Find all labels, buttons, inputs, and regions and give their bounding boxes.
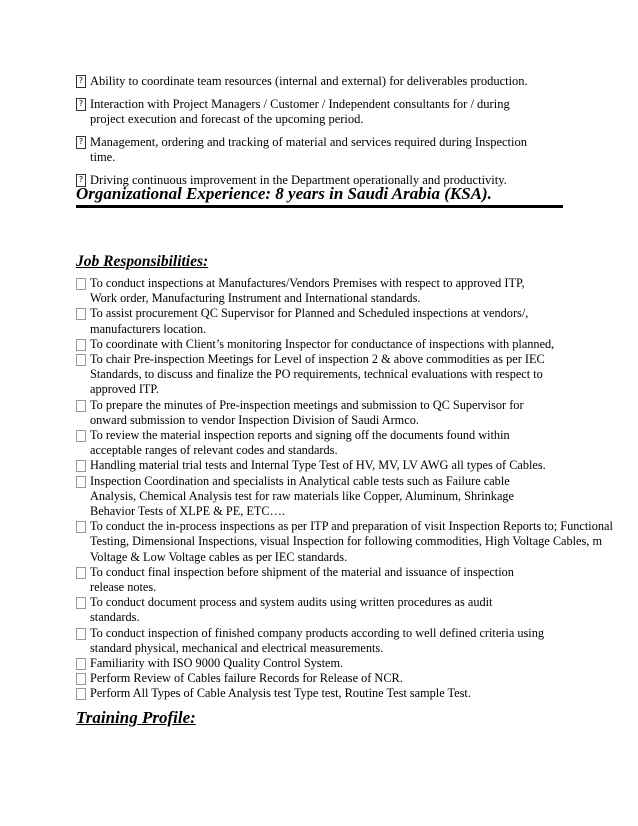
responsibility-line: Analysis, Chemical Analysis test for raw materials like Copper, Aluminum, Shrinkage	[90, 488, 515, 503]
bullet-box-icon	[76, 354, 86, 366]
bullet-box-icon	[76, 628, 86, 640]
responsibility-line: To conduct document process and system audits using written procedures as audit	[90, 595, 493, 610]
bullet-box-icon	[76, 339, 86, 351]
responsibility-line: onward submission to vendor Inspection Division of Saudi Armco.	[90, 412, 419, 427]
responsibility-line: acceptable ranges of relevant codes and standards.	[90, 443, 338, 458]
responsibility-line: To conduct inspections at Manufactures/Vendors Premises with respect to approved ITP,	[90, 276, 525, 290]
responsibility-line: To conduct the in-process inspections as per ITP and preparation of visit Inspection Reports to; Functional	[90, 519, 613, 534]
bullet-line: Management, ordering and tracking of material and services required during Inspection	[90, 135, 527, 149]
responsibility-item	[76, 565, 638, 595]
top-bullet-list	[76, 74, 596, 196]
responsibility-item	[76, 337, 638, 352]
bullet-box-icon	[76, 597, 86, 609]
responsibility-line: Perform All Types of Cable Analysis test Type test, Routine Test sample Test.	[90, 686, 471, 701]
bullet-box-icon	[76, 688, 86, 700]
responsibility-line: Work order, Manufacturing Instrument and International standards.	[90, 291, 421, 306]
responsibility-line: To conduct inspection of finished company products according to well defined criteria using	[90, 625, 544, 640]
responsibility-item	[76, 474, 638, 520]
responsibility-line: approved ITP.	[90, 382, 159, 397]
responsibility-item	[76, 656, 638, 671]
training-profile-heading: Training Profile:	[76, 708, 196, 727]
bullet-box-icon	[76, 567, 86, 579]
responsibility-line: Inspection Coordination and specialists in Analytical cable tests such as Failure cable	[90, 473, 510, 488]
bullet-item	[76, 74, 596, 89]
responsibility-line: Handling material trial tests and Internal Type Test of HV, MV, LV AWG all types of Cables.	[90, 458, 546, 473]
responsibility-line: Voltage & Low Voltage cables as per IEC standards.	[90, 549, 348, 564]
responsibility-item	[76, 595, 638, 625]
bullet-line: project execution and forecast of the upcoming period.	[90, 112, 364, 126]
bullet-item	[76, 135, 596, 165]
bullet-glyph-icon: ?	[76, 136, 86, 149]
bullet-item	[76, 97, 596, 127]
responsibility-line: To conduct final inspection before shipment of the material and issuance of inspection	[90, 564, 514, 579]
responsibility-line: To review the material inspection reports and signing off the documents found within	[90, 428, 510, 443]
responsibility-item	[76, 428, 638, 458]
bullet-box-icon	[76, 400, 86, 412]
bullet-box-icon	[76, 308, 86, 320]
bullet-line: time.	[90, 150, 116, 164]
responsibility-item	[76, 519, 638, 565]
responsibility-item	[76, 306, 638, 336]
responsibility-line: Testing, Dimensional Inspections, visual Inspection for following commodities, High Voltage Cables, m	[90, 534, 603, 549]
responsibility-item	[76, 276, 638, 306]
responsibility-item	[76, 686, 638, 701]
responsibility-item	[76, 671, 638, 686]
responsibility-item	[76, 352, 638, 398]
bullet-glyph-icon: ?	[76, 174, 86, 187]
job-responsibilities-list	[76, 276, 638, 702]
responsibility-line: standards.	[90, 610, 140, 625]
bullet-box-icon	[76, 673, 86, 685]
responsibility-line: release notes.	[90, 580, 157, 595]
organizational-experience-heading: Organizational Experience: 8 years in Saudi Arabia (KSA).	[76, 184, 563, 208]
bullet-glyph-icon: ?	[76, 98, 86, 111]
responsibility-item	[76, 458, 638, 473]
bullet-box-icon	[76, 476, 86, 488]
responsibility-line: To chair Pre-inspection Meetings for Level of inspection 2 & above commodities as per IEC	[90, 352, 545, 367]
responsibility-line: manufacturers location.	[90, 321, 207, 336]
responsibility-line: Behavior Tests of XLPE & PE, ETC….	[90, 504, 285, 519]
job-responsibilities-heading: Job Responsibilities:	[76, 253, 209, 270]
responsibility-line: To prepare the minutes of Pre-inspection meetings and submission to QC Supervisor for	[90, 397, 524, 412]
bullet-line: Interaction with Project Managers / Customer / Independent consultants for / during	[90, 97, 510, 111]
responsibility-item	[76, 626, 638, 656]
responsibility-line: standard physical, mechanical and electrical measurements.	[90, 640, 384, 655]
bullet-box-icon	[76, 658, 86, 670]
bullet-line: Ability to coordinate team resources (internal and external) for deliverables production.	[90, 74, 528, 88]
responsibility-line: To coordinate with Client’s monitoring Inspector for conductance of inspections with planned,	[90, 336, 555, 351]
responsibility-line: Perform Review of Cables failure Records for Release of NCR.	[90, 671, 403, 686]
bullet-box-icon	[76, 460, 86, 472]
responsibility-item	[76, 398, 638, 428]
responsibility-line: To assist procurement QC Supervisor for Planned and Scheduled inspections at vendors/,	[90, 306, 529, 321]
responsibility-line: Standards, to discuss and finalize the PO requirements, technical evaluations with respect to	[90, 367, 543, 382]
bullet-glyph-icon: ?	[76, 75, 86, 88]
responsibility-line: Familiarity with ISO 9000 Quality Control System.	[90, 656, 344, 671]
bullet-box-icon	[76, 278, 86, 290]
bullet-line: Driving continuous improvement in the Department operationally and productivity.	[90, 173, 507, 187]
bullet-box-icon	[76, 521, 86, 533]
bullet-box-icon	[76, 430, 86, 442]
